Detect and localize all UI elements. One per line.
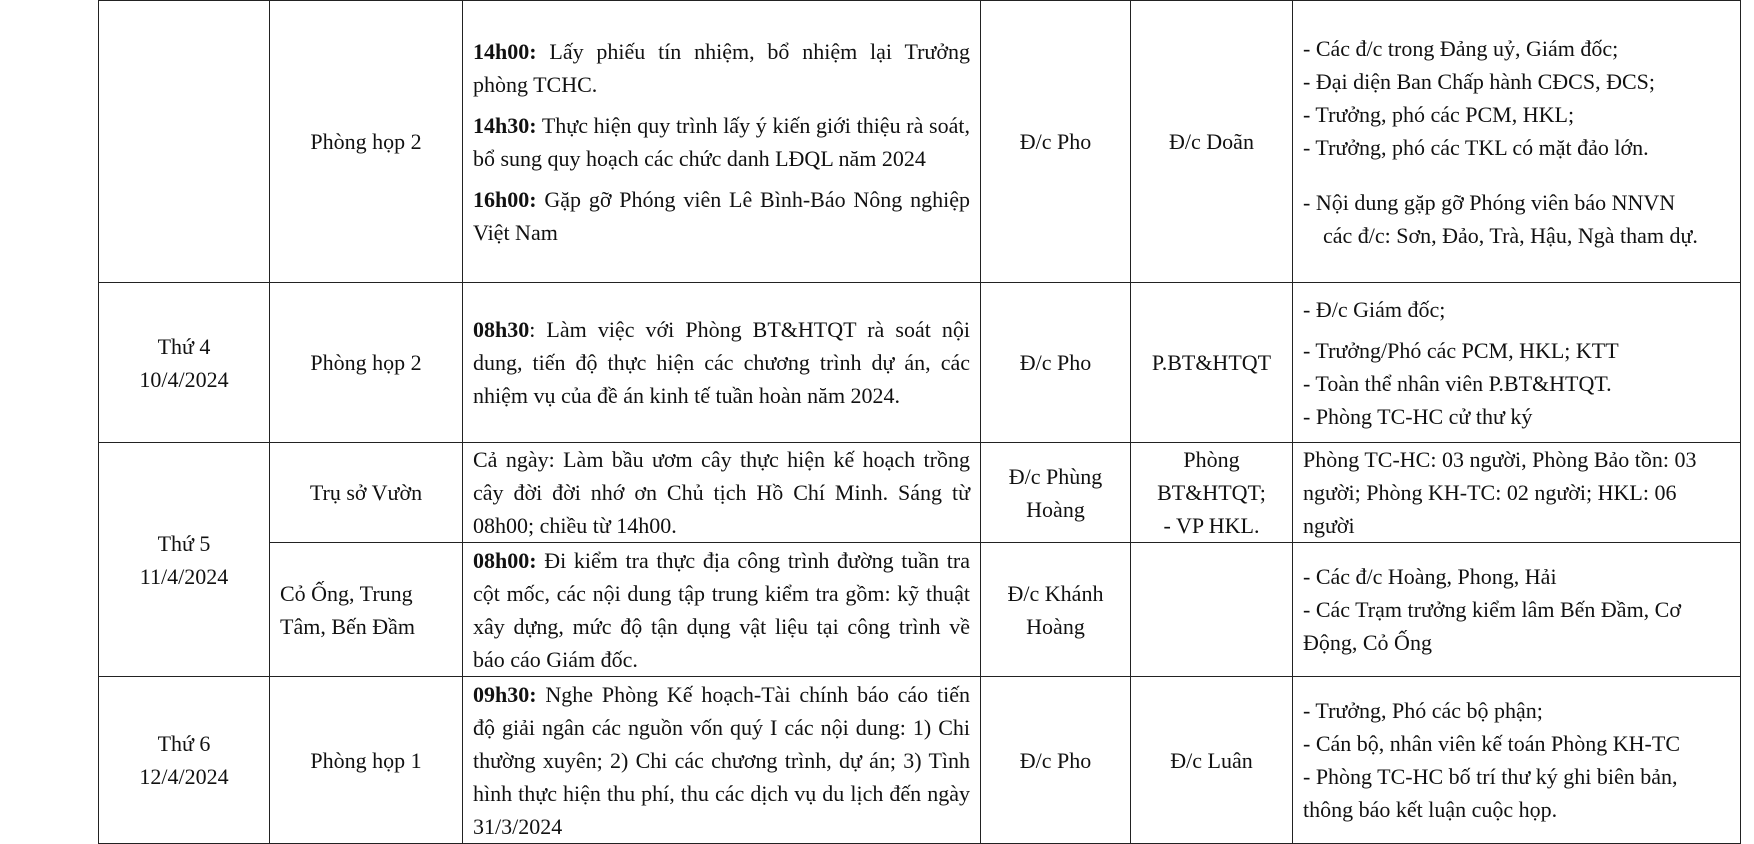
agenda-time: 08h00: (473, 547, 537, 573)
agenda-item (473, 109, 970, 175)
agenda-item (473, 35, 970, 101)
agenda-time: 09h30: (473, 681, 537, 707)
participant-line: - Đại diện Ban Chấp hành CĐCS, ĐCS; (1303, 68, 1655, 94)
agenda-text: Gặp gỡ Phóng viên Lê Bình-Báo Nông nghiệp Việt Nam (473, 186, 970, 245)
participants-cell (1293, 443, 1741, 543)
agenda-item (473, 183, 970, 249)
chair-cell (981, 677, 1131, 844)
chair-text: Đ/c Pho (1019, 350, 1092, 375)
participants-cell (1293, 1, 1741, 283)
day-cell (99, 443, 270, 677)
agenda-item (473, 544, 970, 676)
agenda-time: 16h00: (473, 186, 537, 212)
participants-cell (1293, 543, 1741, 677)
agenda-text: Thực hiện quy trình lấy ý kiến giới thiệu rà soát, bổ sung quy hoạch các chức danh LĐQL năm 2024 (473, 112, 970, 171)
participant-line: Phòng TC-HC: 03 người, Phòng Bảo tồn: 03 người; Phòng KH-TC: 02 người; HKL: 06 người (1303, 447, 1697, 538)
agenda-item (473, 443, 970, 542)
prepare-text: Đ/c Doãn (1169, 129, 1254, 154)
participant-line: - Các Trạm trưởng kiểm lâm Bến Đầm, Cơ Động, Cỏ Ống (1303, 597, 1681, 655)
agenda-item (473, 313, 970, 412)
chair-text: Đ/c Phùng (1008, 463, 1103, 489)
location-cell (270, 283, 463, 443)
agenda-item (473, 678, 970, 843)
weekly-schedule-table (98, 0, 1741, 844)
day-name: Thứ 5 (157, 530, 211, 556)
day-date: 10/4/2024 (139, 366, 229, 392)
chair-text: Hoàng (1026, 613, 1085, 639)
location-cell (270, 1, 463, 283)
agenda-time: 08h30 (473, 317, 530, 342)
agenda-text: Cả ngày: Làm bầu ươm cây thực hiện kế hoạch trồng cây đời đời nhớ ơn Chủ tịch Hồ Chí Minh. Sáng từ 08h00; chiều từ 14h00. (473, 447, 970, 538)
chair-cell (981, 1, 1131, 283)
prepare-text: P.BT&HTQT (1151, 350, 1272, 375)
location-text: Phòng họp 2 (310, 350, 422, 375)
day-cell (99, 677, 270, 844)
prepare-cell (1131, 443, 1293, 543)
day-name: Thứ 6 (157, 731, 211, 756)
participant-line: - Cán bộ, nhân viên kế toán Phòng KH-TC (1303, 731, 1680, 756)
location-cell (270, 543, 463, 677)
location-text: Phòng họp 2 (310, 129, 422, 154)
day-date: 12/4/2024 (139, 764, 229, 789)
prepare-cell (1131, 283, 1293, 443)
agenda-time: 14h00: (473, 38, 537, 64)
participant-line: - Trưởng/Phó các PCM, HKL; KTT (1303, 337, 1619, 363)
schedule-row (99, 283, 1741, 443)
content-cell (463, 1, 981, 283)
chair-text: Đ/c Pho (1019, 747, 1092, 773)
participant-line: - Nội dung gặp gỡ Phóng viên báo NNVN (1303, 189, 1676, 215)
content-cell (463, 677, 981, 844)
content-cell (463, 283, 981, 443)
location-text: Phòng họp 1 (310, 747, 422, 773)
participant-line: - Toàn thể nhân viên P.BT&HTQT. (1303, 370, 1612, 396)
participant-line: - Trưởng, phó các PCM, HKL; (1303, 101, 1575, 127)
day-name: Thứ 4 (157, 333, 211, 359)
participant-line: - Trưởng, Phó các bộ phận; (1303, 698, 1543, 723)
schedule-row (99, 443, 1741, 543)
prepare-cell (1131, 677, 1293, 844)
schedule-row (99, 1, 1741, 283)
agenda-time: 14h30: (473, 112, 537, 138)
prepare-cell (1131, 1, 1293, 283)
prepare-text: BT&HTQT; (1157, 480, 1266, 505)
day-cell (99, 283, 270, 443)
location-cell (270, 443, 463, 543)
prepare-cell (1131, 543, 1293, 677)
content-cell (463, 443, 981, 543)
chair-text: Hoàng (1026, 496, 1085, 522)
chair-text: Đ/c Khánh (1007, 580, 1104, 606)
content-cell (463, 543, 981, 677)
agenda-text: : Làm việc với Phòng BT&HTQT rà soát nội dung, tiến độ thực hiện các chương trình dự án, các nhiệm vụ của đề án kinh tế tuần hoàn năm 2024. (473, 317, 970, 408)
day-cell (99, 1, 270, 283)
participants-cell (1293, 677, 1741, 844)
participant-line: - Phòng TC-HC cử thư ký (1303, 403, 1533, 429)
day-date: 11/4/2024 (139, 563, 229, 589)
agenda-text: Nghe Phòng Kế hoạch-Tài chính báo cáo tiến độ giải ngân các nguồn vốn quý I các nội dung: 1) Chi thường xuyên; 2) Chi các chương trình, dự án; 3) Tình hình thực hiện thu phí, thu các dịch vụ du lịch đến ngày 31/3/2024 (473, 681, 970, 839)
participant-line: - Các đ/c trong Đảng uỷ, Giám đốc; (1303, 35, 1619, 61)
prepare-text: Phòng (1183, 447, 1240, 472)
participant-line: các đ/c: Sơn, Đảo, Trà, Hậu, Ngà tham dự. (1323, 222, 1698, 248)
prepare-text: - VP HKL. (1163, 513, 1260, 538)
participant-line: - Đ/c Giám đốc; (1303, 296, 1446, 322)
location-text: Cỏ Ống, Trung Tâm, Bến Đầm (280, 580, 416, 639)
chair-cell (981, 543, 1131, 677)
agenda-text: Đi kiểm tra thực địa công trình đường tuần tra cột mốc, các nội dung tập trung kiểm tra gồm: kỹ thuật xây dựng, mức độ tận dụng vật liệu tại công trình về báo cáo Giám đốc. (473, 547, 970, 672)
prepare-text: Đ/c Luân (1170, 747, 1253, 773)
schedule-row (99, 543, 1741, 677)
schedule-row (99, 677, 1741, 844)
chair-text: Đ/c Pho (1019, 129, 1092, 154)
location-cell (270, 677, 463, 844)
participants-cell (1293, 283, 1741, 443)
location-text: Trụ sở Vườn (309, 480, 423, 505)
chair-cell (981, 283, 1131, 443)
participant-line: - Phòng TC-HC bố trí thư ký ghi biên bản, thông báo kết luận cuộc họp. (1303, 764, 1678, 822)
chair-cell (981, 443, 1131, 543)
participant-line: - Trưởng, phó các TKL có mặt đảo lớn. (1303, 134, 1649, 160)
participant-line: - Các đ/c Hoàng, Phong, Hải (1303, 564, 1557, 589)
agenda-text: Lấy phiếu tín nhiệm, bổ nhiệm lại Trưởng phòng TCHC. (473, 38, 970, 97)
